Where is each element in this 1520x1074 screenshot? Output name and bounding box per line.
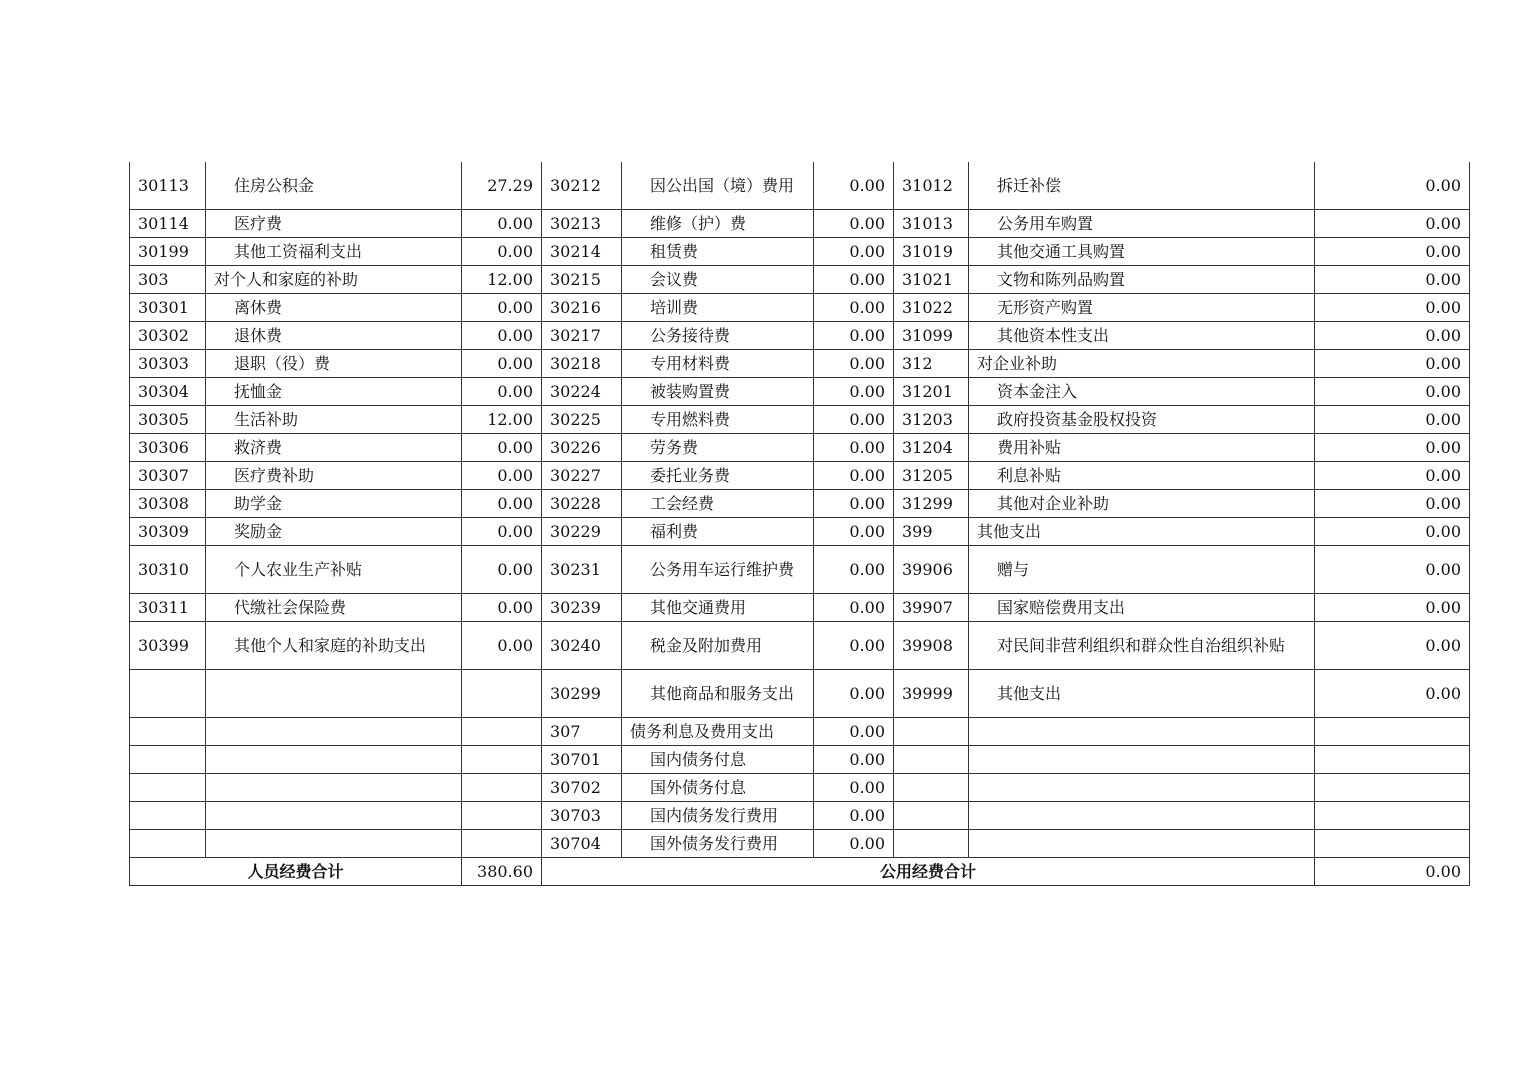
item-code — [894, 830, 969, 858]
item-amount: 0.00 — [814, 774, 894, 802]
item-name: 工会经费 — [622, 490, 814, 518]
item-name — [206, 746, 462, 774]
item-name: 对企业补助 — [969, 350, 1315, 378]
item-name: 个人农业生产补贴 — [206, 546, 462, 594]
item-amount: 0.00 — [462, 546, 542, 594]
item-code: 39906 — [894, 546, 969, 594]
item-code — [130, 670, 206, 718]
item-code: 30217 — [542, 322, 622, 350]
item-name: 其他工资福利支出 — [206, 238, 462, 266]
table-row — [130, 462, 1470, 490]
item-amount — [462, 746, 542, 774]
item-name: 劳务费 — [622, 434, 814, 462]
item-code: 307 — [542, 718, 622, 746]
item-name: 其他交通费用 — [622, 594, 814, 622]
item-name: 抚恤金 — [206, 378, 462, 406]
item-amount: 0.00 — [462, 622, 542, 670]
item-amount: 0.00 — [462, 490, 542, 518]
item-code: 30199 — [130, 238, 206, 266]
public-total-label: 公用经费合计 — [542, 858, 1315, 886]
item-code: 31021 — [894, 266, 969, 294]
item-code: 30113 — [130, 162, 206, 210]
item-amount: 0.00 — [1315, 622, 1470, 670]
item-code: 30226 — [542, 434, 622, 462]
table-row — [130, 378, 1470, 406]
table-row — [130, 210, 1470, 238]
item-code: 31201 — [894, 378, 969, 406]
table-row — [130, 266, 1470, 294]
item-name — [206, 802, 462, 830]
item-amount: 0.00 — [814, 406, 894, 434]
item-amount: 0.00 — [814, 830, 894, 858]
item-amount: 0.00 — [462, 378, 542, 406]
item-code: 30399 — [130, 622, 206, 670]
item-name: 公务用车运行维护费 — [622, 546, 814, 594]
totals-row — [130, 858, 1470, 886]
table-row — [130, 830, 1470, 858]
item-code: 30702 — [542, 774, 622, 802]
item-code: 31099 — [894, 322, 969, 350]
item-code: 31203 — [894, 406, 969, 434]
item-amount: 0.00 — [814, 294, 894, 322]
item-name — [969, 718, 1315, 746]
item-amount — [1315, 802, 1470, 830]
item-amount: 0.00 — [1315, 594, 1470, 622]
item-name: 文物和陈列品购置 — [969, 266, 1315, 294]
item-code: 399 — [894, 518, 969, 546]
item-name: 赠与 — [969, 546, 1315, 594]
item-code: 30240 — [542, 622, 622, 670]
item-amount: 0.00 — [1315, 518, 1470, 546]
item-amount — [462, 670, 542, 718]
item-amount: 0.00 — [1315, 406, 1470, 434]
item-code: 39907 — [894, 594, 969, 622]
item-name: 其他对企业补助 — [969, 490, 1315, 518]
item-code: 312 — [894, 350, 969, 378]
item-amount: 0.00 — [814, 718, 894, 746]
table-row — [130, 406, 1470, 434]
item-amount: 0.00 — [1315, 350, 1470, 378]
table-row — [130, 622, 1470, 670]
table-row — [130, 774, 1470, 802]
item-code: 30231 — [542, 546, 622, 594]
item-amount: 0.00 — [814, 266, 894, 294]
item-code: 30703 — [542, 802, 622, 830]
item-amount: 0.00 — [814, 802, 894, 830]
item-name: 国外债务发行费用 — [622, 830, 814, 858]
table-row — [130, 162, 1470, 210]
item-amount — [1315, 774, 1470, 802]
item-name: 政府投资基金股权投资 — [969, 406, 1315, 434]
item-name: 国家赔偿费用支出 — [969, 594, 1315, 622]
budget-table — [129, 162, 1470, 886]
table-row — [130, 490, 1470, 518]
item-amount: 0.00 — [1315, 670, 1470, 718]
item-amount: 0.00 — [814, 622, 894, 670]
item-code — [130, 774, 206, 802]
item-code: 30701 — [542, 746, 622, 774]
item-amount — [462, 774, 542, 802]
item-code: 31205 — [894, 462, 969, 490]
item-amount — [1315, 830, 1470, 858]
item-amount: 0.00 — [814, 670, 894, 718]
item-amount: 0.00 — [1315, 546, 1470, 594]
item-code — [130, 830, 206, 858]
item-code — [130, 718, 206, 746]
item-code: 30302 — [130, 322, 206, 350]
item-name: 拆迁补偿 — [969, 162, 1315, 210]
item-amount: 0.00 — [814, 490, 894, 518]
item-name: 其他支出 — [969, 670, 1315, 718]
item-code: 31019 — [894, 238, 969, 266]
item-amount: 0.00 — [1315, 378, 1470, 406]
item-code: 30229 — [542, 518, 622, 546]
item-code: 30228 — [542, 490, 622, 518]
item-name: 因公出国（境）费用 — [622, 162, 814, 210]
item-amount: 0.00 — [1315, 162, 1470, 210]
item-code: 30306 — [130, 434, 206, 462]
item-amount: 0.00 — [462, 238, 542, 266]
item-name: 退休费 — [206, 322, 462, 350]
item-name: 对民间非营利组织和群众性自治组织补贴 — [969, 622, 1315, 670]
item-name — [969, 830, 1315, 858]
item-code: 30225 — [542, 406, 622, 434]
item-name: 费用补贴 — [969, 434, 1315, 462]
item-name: 奖励金 — [206, 518, 462, 546]
item-amount: 0.00 — [1315, 322, 1470, 350]
item-amount — [1315, 718, 1470, 746]
item-amount: 27.29 — [462, 162, 542, 210]
item-name: 离休费 — [206, 294, 462, 322]
table-row — [130, 546, 1470, 594]
item-code — [130, 802, 206, 830]
item-name: 税金及附加费用 — [622, 622, 814, 670]
table-row — [130, 670, 1470, 718]
item-name — [206, 774, 462, 802]
item-code: 39999 — [894, 670, 969, 718]
item-code: 30218 — [542, 350, 622, 378]
item-code: 30304 — [130, 378, 206, 406]
table-row — [130, 594, 1470, 622]
item-amount — [462, 830, 542, 858]
item-amount: 0.00 — [814, 350, 894, 378]
item-code: 30299 — [542, 670, 622, 718]
item-amount: 0.00 — [814, 594, 894, 622]
item-name: 专用燃料费 — [622, 406, 814, 434]
item-amount: 0.00 — [814, 322, 894, 350]
item-amount: 0.00 — [814, 546, 894, 594]
item-code — [894, 746, 969, 774]
item-amount: 0.00 — [462, 594, 542, 622]
item-name — [206, 718, 462, 746]
item-amount: 0.00 — [462, 322, 542, 350]
item-code: 30308 — [130, 490, 206, 518]
item-amount: 0.00 — [462, 210, 542, 238]
item-code — [894, 718, 969, 746]
item-amount: 0.00 — [1315, 462, 1470, 490]
item-name: 福利费 — [622, 518, 814, 546]
item-code: 30307 — [130, 462, 206, 490]
item-amount: 0.00 — [1315, 490, 1470, 518]
item-name: 住房公积金 — [206, 162, 462, 210]
item-code: 31204 — [894, 434, 969, 462]
item-name: 培训费 — [622, 294, 814, 322]
item-name — [206, 670, 462, 718]
item-code: 30227 — [542, 462, 622, 490]
item-name: 国外债务付息 — [622, 774, 814, 802]
item-name: 专用材料费 — [622, 350, 814, 378]
item-amount: 0.00 — [814, 434, 894, 462]
item-name: 维修（护）费 — [622, 210, 814, 238]
item-amount: 0.00 — [814, 378, 894, 406]
item-name: 无形资产购置 — [969, 294, 1315, 322]
personnel-total-amount: 380.60 — [462, 858, 542, 886]
item-name: 对个人和家庭的补助 — [206, 266, 462, 294]
personnel-total-label: 人员经费合计 — [130, 858, 462, 886]
table-row — [130, 518, 1470, 546]
item-amount: 12.00 — [462, 406, 542, 434]
table-row — [130, 434, 1470, 462]
item-name — [969, 746, 1315, 774]
item-amount: 0.00 — [1315, 266, 1470, 294]
item-code: 31022 — [894, 294, 969, 322]
item-code: 30114 — [130, 210, 206, 238]
item-amount: 0.00 — [462, 294, 542, 322]
item-name: 公务用车购置 — [969, 210, 1315, 238]
item-name: 租赁费 — [622, 238, 814, 266]
item-amount: 0.00 — [814, 162, 894, 210]
item-name: 国内债务发行费用 — [622, 802, 814, 830]
table-row — [130, 746, 1470, 774]
item-amount: 0.00 — [462, 462, 542, 490]
item-name: 被装购置费 — [622, 378, 814, 406]
item-code: 30309 — [130, 518, 206, 546]
item-code: 30215 — [542, 266, 622, 294]
item-amount: 0.00 — [814, 210, 894, 238]
item-amount: 0.00 — [1315, 238, 1470, 266]
item-code: 30301 — [130, 294, 206, 322]
table-row — [130, 718, 1470, 746]
item-code: 39908 — [894, 622, 969, 670]
item-name: 国内债务付息 — [622, 746, 814, 774]
item-amount: 0.00 — [814, 518, 894, 546]
item-name: 会议费 — [622, 266, 814, 294]
item-name: 退职（役）费 — [206, 350, 462, 378]
item-name — [969, 802, 1315, 830]
item-amount: 0.00 — [1315, 210, 1470, 238]
item-code: 30311 — [130, 594, 206, 622]
item-code: 30213 — [542, 210, 622, 238]
item-code: 30303 — [130, 350, 206, 378]
item-amount — [462, 718, 542, 746]
item-name: 医疗费 — [206, 210, 462, 238]
item-name: 债务利息及费用支出 — [622, 718, 814, 746]
table-row — [130, 802, 1470, 830]
item-code — [894, 774, 969, 802]
item-code — [130, 746, 206, 774]
item-name: 医疗费补助 — [206, 462, 462, 490]
item-name: 资本金注入 — [969, 378, 1315, 406]
item-code: 30310 — [130, 546, 206, 594]
table-row — [130, 322, 1470, 350]
item-amount: 0.00 — [814, 462, 894, 490]
item-amount: 0.00 — [462, 434, 542, 462]
item-code: 30216 — [542, 294, 622, 322]
item-name: 公务接待费 — [622, 322, 814, 350]
table-row — [130, 238, 1470, 266]
item-amount: 0.00 — [1315, 434, 1470, 462]
item-name: 其他商品和服务支出 — [622, 670, 814, 718]
item-amount: 0.00 — [814, 238, 894, 266]
item-amount — [462, 802, 542, 830]
item-code — [894, 802, 969, 830]
item-code: 30224 — [542, 378, 622, 406]
table-row — [130, 294, 1470, 322]
item-code: 303 — [130, 266, 206, 294]
item-name: 委托业务费 — [622, 462, 814, 490]
item-name: 其他支出 — [969, 518, 1315, 546]
item-name: 其他个人和家庭的补助支出 — [206, 622, 462, 670]
item-code: 30704 — [542, 830, 622, 858]
item-name: 其他资本性支出 — [969, 322, 1315, 350]
item-amount: 0.00 — [814, 746, 894, 774]
item-code: 31013 — [894, 210, 969, 238]
item-amount: 0.00 — [1315, 294, 1470, 322]
item-code: 30239 — [542, 594, 622, 622]
item-code: 30305 — [130, 406, 206, 434]
item-code: 30214 — [542, 238, 622, 266]
item-name: 救济费 — [206, 434, 462, 462]
item-code: 31299 — [894, 490, 969, 518]
item-name — [969, 774, 1315, 802]
item-name: 其他交通工具购置 — [969, 238, 1315, 266]
public-total-amount: 0.00 — [1315, 858, 1470, 886]
table-body — [130, 162, 1470, 858]
item-amount — [1315, 746, 1470, 774]
item-name: 助学金 — [206, 490, 462, 518]
item-amount: 0.00 — [462, 518, 542, 546]
item-name — [206, 830, 462, 858]
item-amount: 0.00 — [462, 350, 542, 378]
table-row — [130, 350, 1470, 378]
item-code: 30212 — [542, 162, 622, 210]
item-name: 代缴社会保险费 — [206, 594, 462, 622]
item-amount: 12.00 — [462, 266, 542, 294]
item-code: 31012 — [894, 162, 969, 210]
item-name: 生活补助 — [206, 406, 462, 434]
item-name: 利息补贴 — [969, 462, 1315, 490]
